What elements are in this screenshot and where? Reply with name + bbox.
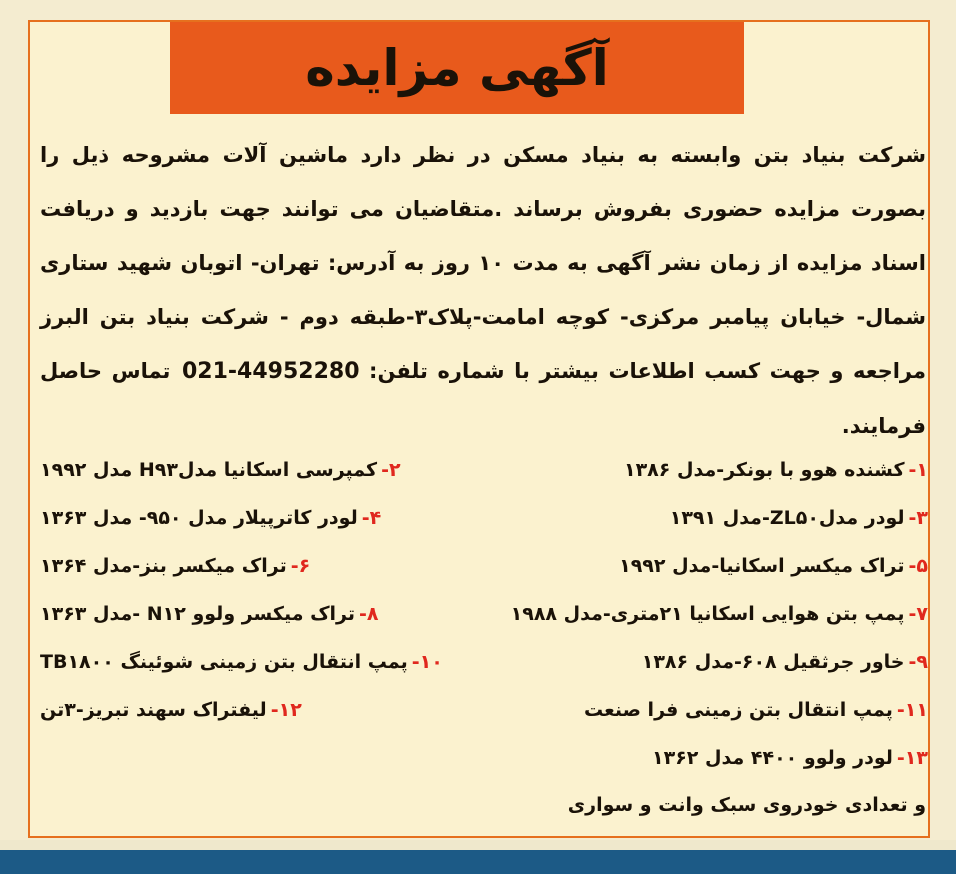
page-title: آگهی مزایده bbox=[170, 22, 744, 114]
list-item: ۷- پمپ بتن هوایی اسکانیا ۲۱متری-مدل ۱۹۸۸ bbox=[510, 603, 928, 625]
list-row bbox=[40, 638, 928, 686]
list-row bbox=[40, 494, 928, 542]
equipment-list bbox=[40, 446, 928, 782]
list-item: ۵- تراک میکسر اسکانیا-مدل ۱۹۹۲ bbox=[619, 555, 928, 577]
list-item: ۹- خاور جرثقیل ۶۰۸-مدل ۱۳۸۶ bbox=[641, 651, 928, 673]
list-item: ۴- لودر کاترپیلار مدل ۹۵۰- مدل ۱۳۶۳ bbox=[40, 507, 382, 529]
paragraph-body: وابسته به بنیاد مسکن در نظر دارد ماشین آلات مشروحه ذیل را بصورت مزایده حضوری بفروش برساند .متقاضیان می توانند جهت بازدید و دریافت اسناد مزایده از زمان نشر آگهی به مدت ۱۰ روز به آدرس: تهران- اتوبان شهید ستاری شمال- خیابان پیامبر مرکزی- کوچه امامت-پلاک۳-طبقه دوم - شرکت بنیاد بتن البرز مراجعه و جهت کسب اطلاعات بیشتر با شماره تلفن: bbox=[40, 143, 927, 383]
list-row bbox=[40, 542, 928, 590]
list-item: ۱۰- پمپ انتقال بتن زمینی شوئینگ TB۱۸۰۰ bbox=[40, 651, 443, 673]
list-row bbox=[40, 446, 928, 494]
announcement-paragraph bbox=[40, 128, 926, 453]
bottom-strip bbox=[0, 850, 956, 874]
list-item: ۱- کشنده هوو با بونکر-مدل ۱۳۸۶ bbox=[623, 459, 928, 481]
list-row bbox=[40, 590, 928, 638]
paragraph-closing: تماس حاصل فرمایند. bbox=[40, 359, 926, 438]
page-edge bbox=[0, 840, 956, 850]
list-item: ۶- تراک میکسر بنز-مدل ۱۳۶۴ bbox=[40, 555, 311, 577]
list-item: ۳- لودر مدلZL۵۰-مدل ۱۳۹۱ bbox=[669, 507, 928, 529]
list-item: ۱۳- لودر ولوو ۴۴۰۰ مدل ۱۳۶۲ bbox=[652, 747, 928, 769]
list-item: ۱۲- لیفتراک سهند تبریز-۳تن bbox=[40, 699, 302, 721]
list-item: ۲- کمپرسی اسکانیا مدلH۹۳ مدل ۱۹۹۲ bbox=[40, 459, 401, 481]
company-name: شرکت بنیاد بتن bbox=[753, 143, 927, 167]
list-item: ۸- تراک میکسر ولوو N۱۲ -مدل ۱۳۶۳ bbox=[40, 603, 379, 625]
list-item: ۱۱- پمپ انتقال بتن زمینی فرا صنعت bbox=[583, 699, 928, 721]
phone-number: 021-44952280 bbox=[181, 359, 360, 384]
list-row bbox=[40, 686, 928, 734]
footer-note: و تعدادی خودروی سبک وانت و سواری bbox=[567, 794, 926, 816]
list-row bbox=[40, 734, 928, 782]
